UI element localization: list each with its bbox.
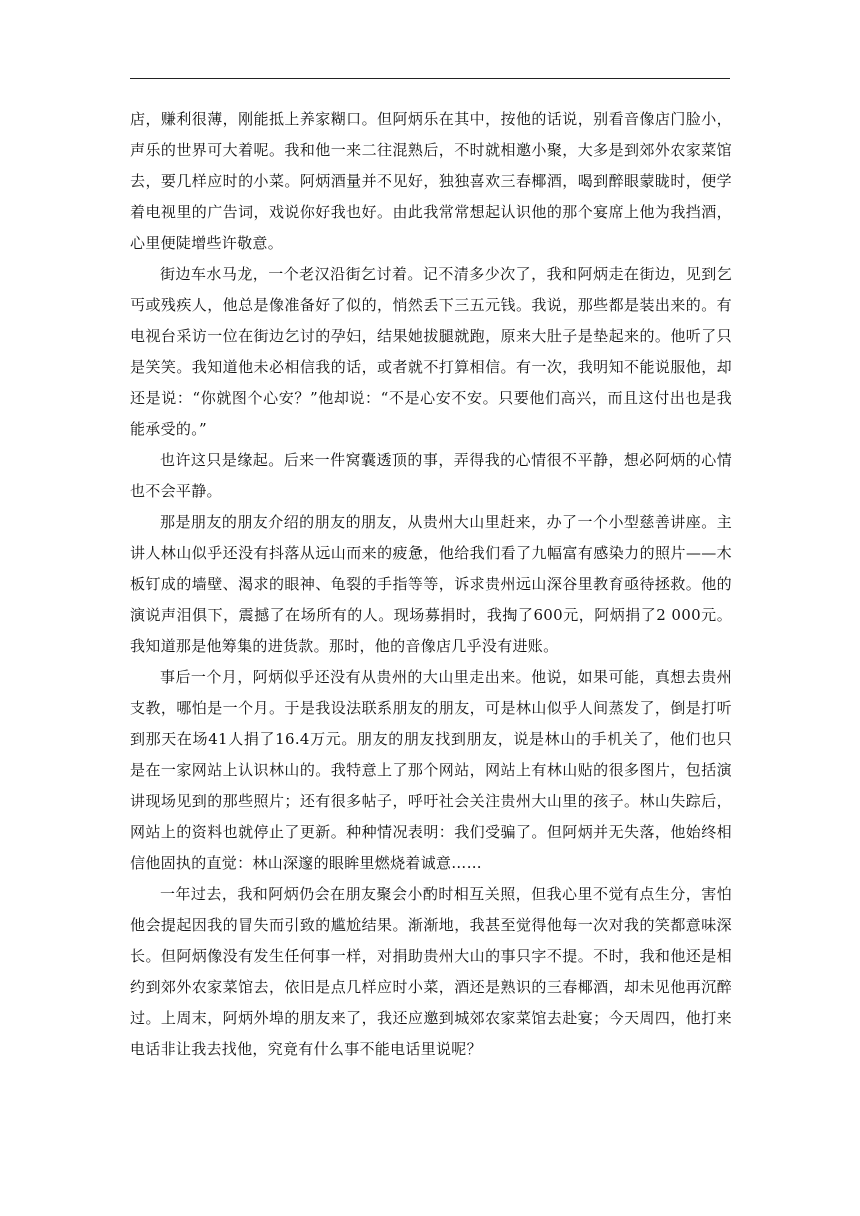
paragraph-5: 事后一个月，阿炳似乎还没有从贵州的大山里走出来。他说，如果可能，真想去贵州支教，哪怕是一个月。于是我设法联系朋友的朋友，可是林山似乎人间蒸发了，倒是打听到那天在场41人捐了16.4万元。朋友的朋友找到朋友，说是林山的手机关了，他们也只是在一家网站上认识林山的。我特意上了那个网站，网站上有林山贴的很多图片，包括演讲现场见到的那些照片；还有很多帖子，呼吁社会关注贵州大山里的孩子。林山失踪后，网站上的资料也就停止了更新。种种情况表明：我们受骗了。但阿炳并无失落，他始终相信他固执的直觉：林山深邃的眼眸里燃烧着诚意…… (130, 668, 732, 872)
paragraph-2: 街边车水马龙，一个老汉沿街乞讨着。记不清多少次了，我和阿炳走在街边，见到乞丐或残疾人，他总是像准备好了似的，悄然丢下三五元钱。我说，那些都是装出来的。有电视台采访一位在街边乞讨的孕妇，结果她拔腿就跑，原来大肚子是垫起来的。他听了只是笑笑。我知道他未必相信我的话，或者就不打算相信。有一次，我明知不能说服他，却还是说：“你就图个心安？”他却说：“不是心安不安。只要他们高兴，而且这付出也是我能承受的。” (130, 265, 732, 438)
paragraph-4: 那是朋友的朋友介绍的朋友的朋友，从贵州大山里赶来，办了一个小型慈善讲座。主讲人林山似乎还没有抖落从远山而来的疲惫，他给我们看了九幅富有感染力的照片——木板钉成的墙壁、渴求的眼神、龟裂的手指等等，诉求贵州远山深谷里教育亟待拯救。他的演说声泪俱下，震撼了在场所有的人。现场募捐时，我掏了600元，阿炳捐了2 000元。我知道那是他筹集的进货款。那时，他的音像店几乎没有进账。 (130, 513, 732, 655)
article-body (130, 104, 732, 1065)
paragraph-3: 也许这只是缘起。后来一件窝囊透顶的事，弄得我的心情很不平静，想必阿炳的心情也不会平静。 (130, 451, 732, 500)
paragraph-6: 一年过去，我和阿炳仍会在朋友聚会小酌时相互关照，但我心里不觉有点生分，害怕他会提起因我的冒失而引致的尴尬结果。渐渐地，我甚至觉得他每一次对我的笑都意味深长。但阿炳像没有发生任何事一样，对捐助贵州大山的事只字不提。不时，我和他还是相约到郊外农家菜馆去，依旧是点几样应时小菜，酒还是熟识的三春椰酒，却未见他再沉醉过。上周末，阿炳外埠的朋友来了，我还应邀到城郊农家菜馆去赴宴；今天周四，他打来电话非让我去找他，究竟有什么事不能电话里说呢？ (130, 885, 732, 1058)
header-rule (130, 78, 730, 79)
paragraph-1: 店，赚利很薄，刚能抵上养家糊口。但阿炳乐在其中，按他的话说，别看音像店门脸小，声乐的世界可大着呢。我和他一来二往混熟后，不时就相邀小聚，大多是到郊外农家菜馆去，要几样应时的小菜。阿炳酒量并不见好，独独喜欢三春椰酒，喝到醉眼蒙眬时，便学着电视里的广告词，戏说你好我也好。由此我常常想起认识他的那个宴席上他为我挡酒，心里便陡增些许敬意。 (130, 110, 732, 252)
